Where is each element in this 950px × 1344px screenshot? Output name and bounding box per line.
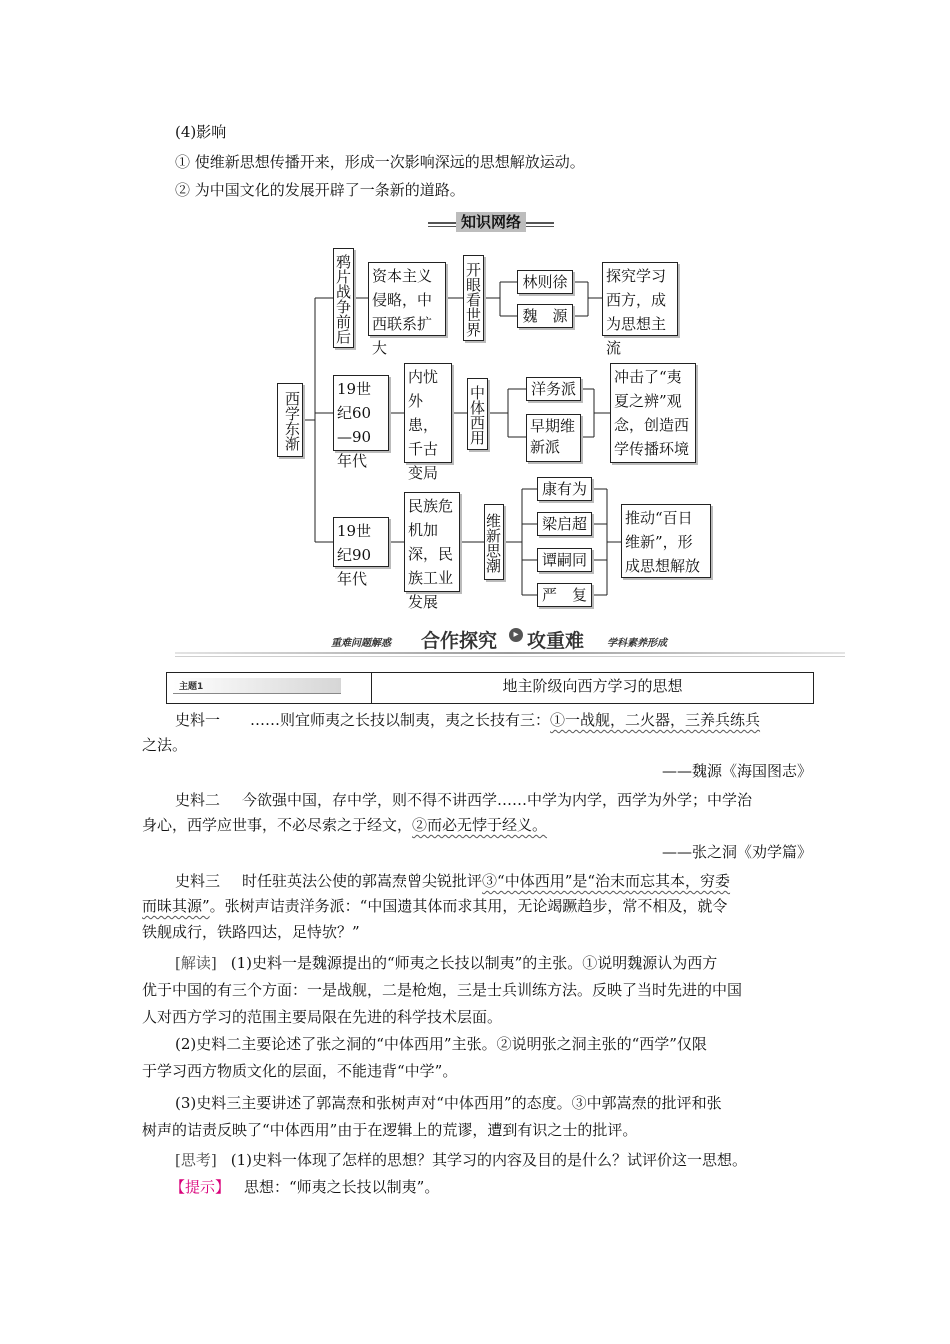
node-b2-cause: 内忧外患，千古变局	[404, 363, 452, 463]
analysis-p3-b: 树声的诘责反映了“中体西用”由于在逻辑上的荒谬，遭到有识之士的批评。	[142, 1121, 638, 1139]
node-b2-person-2: 早期维新派	[526, 414, 581, 462]
section-banner	[175, 624, 845, 660]
node-b2-effect: 冲击了“夷夏之辨”观念，创造西学传播环境	[610, 363, 696, 463]
source2-attribution: ——张之洞《劝学篇》	[661, 843, 812, 861]
network-title: 知识网络	[456, 212, 526, 232]
thinking-text: (1)史料一体现了怎样的思想？其学习的内容及目的是什么？试评价这一思想。	[230, 1151, 747, 1169]
node-b3-person-2: 梁启超	[537, 512, 592, 536]
source1-attribution: ——魏源《海国图志》	[661, 762, 812, 780]
section-heading: (4)影响	[175, 123, 227, 141]
node-root: 西学东渐	[277, 383, 303, 457]
source1-text-c: 之法。	[142, 736, 188, 754]
banner-main-2: 攻重难	[527, 630, 585, 652]
impact-point-2: ② 为中国文化的发展开辟了一条新的道路。	[175, 181, 465, 199]
analysis-p1-b: 优于中国的有三个方面：一是战舰，二是枪炮，三是士兵训练方法。反映了当时先进的中国	[142, 981, 743, 999]
thinking-label: [思考]	[175, 1151, 217, 1169]
source2-text-b: 身心，西学应世事，不必尽索之于经文，	[142, 816, 413, 834]
source2-text-c: ②而必无悖于经义。	[412, 816, 548, 834]
source3-label: 史料三	[175, 872, 221, 890]
analysis-p1-a: (1)史料一是魏源提出的“师夷之长技以制夷”的主张。①说明魏源认为西方	[230, 954, 718, 972]
banner-arrow-icon: ▸	[509, 628, 523, 642]
source3-line2	[142, 896, 727, 916]
topic-title: 地主阶级向西方学习的思想	[502, 677, 683, 695]
node-b1-idea: 开眼看世界	[463, 255, 484, 341]
node-b3-period: 19世纪90年代	[333, 517, 389, 567]
hint-line	[170, 1177, 439, 1197]
source2-label: 史料二	[175, 791, 221, 809]
source1-label: 史料一	[175, 711, 221, 729]
analysis-p2-b: 于学习西方物质文化的层面，不能违背“中学”。	[142, 1062, 458, 1080]
source3-text-e: 铁舰成行，铁路四达，足恃欤？”	[142, 923, 360, 941]
topic-bar	[166, 672, 814, 704]
node-b3-effect: 推动“百日维新”，形成思想解放	[621, 504, 711, 578]
analysis-label: [解读]	[175, 954, 217, 972]
analysis-p3-a: (3)史料三主要讲述了郭嵩焘和张树声对“中体西用”的态度。③中郭嵩焘的批评和张	[175, 1094, 722, 1112]
banner-main-1: 合作探究	[421, 630, 498, 652]
node-b3-cause: 民族危机加深，民族工业发展	[404, 492, 460, 592]
node-b1-person-1: 林则徐	[517, 270, 573, 294]
source1-line1	[175, 710, 760, 730]
source3-text-a: 时任驻英法公使的郭嵩焘曾尖锐批评	[242, 872, 483, 890]
source3-text-b: ③“中体西用”是“治末而忘其本，穷委	[482, 872, 731, 890]
node-b3-person-1: 康有为	[537, 477, 592, 501]
source2-line1	[175, 790, 752, 810]
node-b3-person-4: 严 复	[537, 583, 592, 607]
node-b1-period: 鸦片战争前后	[333, 248, 354, 348]
source1-text-b: ①一战舰，二火器，三养兵练兵	[550, 711, 761, 729]
node-b2-idea: 中体西用	[467, 378, 488, 450]
hint-text: 思想：“师夷之长技以制夷”。	[244, 1178, 440, 1196]
impact-point-1: ① 使维新思想传播开来，形成一次影响深远的思想解放运动。	[175, 153, 585, 171]
node-b2-period: 19世纪60—90年代	[333, 375, 389, 451]
analysis-line1	[175, 953, 717, 973]
analysis-p2-a: (2)史料二主要论述了张之洞的“中体西用”主张。②说明张之洞主张的“西学”仅限	[175, 1035, 707, 1053]
source3-text-d: 。张树声诘责洋务派：“中国遗其体而求其用，无论竭蹶趋步，常不相及，就令	[209, 897, 728, 915]
node-b3-person-3: 谭嗣同	[537, 548, 592, 572]
node-b1-effect: 探究学习西方，成为思想主流	[602, 262, 678, 336]
banner-left: 重难问题解惑	[331, 638, 391, 649]
node-b1-cause: 资本主义侵略，中西联系扩大	[368, 262, 446, 336]
source2-text-a: 今欲强中国，存中学，则不得不讲西学……中学为内学，西学为外学；中学治	[242, 791, 753, 809]
source3-text-c: 而昧其源”	[142, 897, 210, 915]
source2-line2	[142, 815, 547, 835]
banner-right: 学科素养形成	[607, 638, 667, 649]
node-b1-person-2: 魏 源	[517, 304, 573, 328]
hint-label: 【提示】	[170, 1178, 231, 1196]
source1-text-a: ……则宜师夷之长技以制夷，夷之长技有三：	[250, 711, 551, 729]
source3-line1	[175, 871, 730, 891]
node-b2-person-1: 洋务派	[526, 377, 581, 401]
topic-tag: 主题1	[179, 682, 204, 692]
topic-tag-cell	[167, 673, 372, 703]
analysis-p1-c: 人对西方学习的范围主要局限在先进的科学技术层面。	[142, 1008, 503, 1026]
node-b3-idea: 维新思潮	[484, 504, 504, 580]
thinking-line	[175, 1150, 747, 1170]
